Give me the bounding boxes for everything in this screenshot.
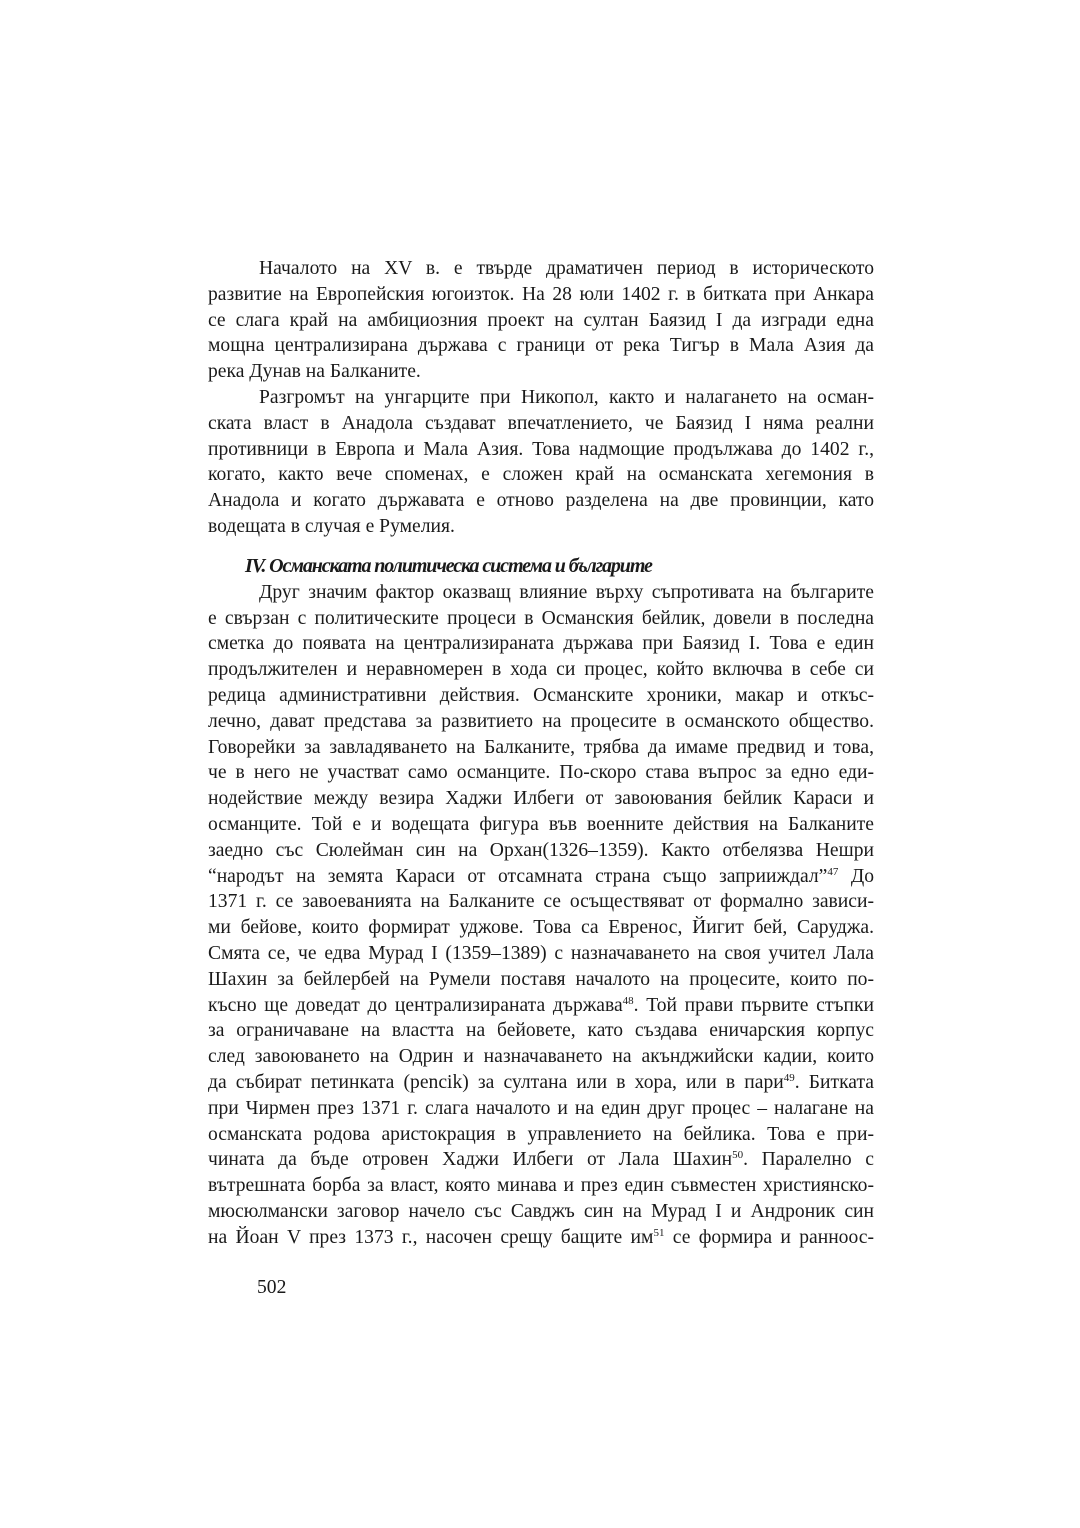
page-body: [208, 256, 874, 1250]
line-text: се формира и ранноос-: [664, 1226, 874, 1248]
line-text: да събират петинката (pencik) за султана или в хора, или в пари: [208, 1071, 784, 1093]
text-line: вътрешната борба за власт, която минава и през един съвместен християнско-: [208, 1175, 874, 1197]
text-line: Друг значим фактор оказващ влияние върху съпротивата на българите: [259, 581, 874, 603]
text-line: османската родова аристокрация в управлението на бейлика. Това е при-: [208, 1123, 874, 1145]
footnote-ref-50: 50: [732, 1149, 744, 1162]
text-line: мюсюлмански заговор начело със Савджъ син на Мурад I и Андроник син: [208, 1200, 874, 1222]
text-line: Говорейки за завладяването на Балканите, трябва да имаме предвид и това,: [208, 736, 874, 758]
text-line: [208, 1070, 874, 1096]
text-line: при Чирмен през 1371 г. слага началото и на един друг процес – налагане на: [208, 1097, 874, 1119]
line-text: . Той прави първите стъпки: [633, 994, 874, 1016]
line-text: . Паралелно с: [743, 1149, 874, 1171]
paragraph-1: [208, 256, 874, 385]
text-line: се слага край на амбициозния проект на султан Баязид I да изгради една: [208, 309, 874, 331]
text-line: след завоюването на Одрин и назначаването на акънджийски кадии, които: [208, 1046, 874, 1068]
text-line: река Дунав на Балканите.: [208, 361, 421, 383]
text-line: продължителен и неравномерен в хода си процес, който включва в себе си: [208, 659, 874, 681]
text-line: [208, 1225, 874, 1251]
text-line: редица административни действия. Османските хроники, макар и откъс-: [208, 684, 874, 706]
text-line: че в него не участват само османците. По-скоро става въпрос за едно еди-: [208, 762, 874, 784]
text-line: Шахин за бейлербей на Румели поставя началото на процесите, които по-: [208, 968, 874, 990]
footnote-ref-51: 51: [653, 1226, 665, 1239]
line-text: на Йоан V през 1373 г., насочен срещу бащите им: [208, 1226, 654, 1248]
text-line: 1371 г. се завоеванията на Балканите се осъществяват от формално зависи-: [208, 891, 874, 913]
footnote-ref-48: 48: [622, 994, 634, 1007]
text-line: ската власт в Анадола създават впечатлението, че Баязид I няма реални: [208, 412, 874, 434]
text-line: Началото на XV в. е твърде драматичен период в историческото: [259, 258, 874, 279]
line-text: “народът на земята Караси от отсамната страна също заприиждал”: [208, 865, 828, 887]
text-line: Анадола и когато държавата е отново разделена на две провинции, като: [208, 490, 874, 512]
text-line: мощна централизирана държава с граници от река Тигър в Мала Азия да: [208, 335, 874, 357]
page-number: 502: [257, 1277, 287, 1298]
text-line: [208, 1147, 874, 1173]
text-line: [208, 864, 874, 890]
line-text: До: [838, 865, 875, 887]
text-line: противници в Европа и Мала Азия. Това надмощие продължава до 1402 г.,: [208, 438, 874, 460]
text-line: османците. Той е и водещата фигура във военните действия на Балканите: [208, 813, 874, 835]
text-line: Разгромът на унгарците при Никопол, както и налагането на осман-: [259, 386, 874, 408]
line-text: чината да бъде отровен Хаджи Илбеги от Лала Шахин: [208, 1149, 733, 1171]
section-heading: IV. Османската политическа система и българите: [245, 554, 652, 577]
text-line: лечно, дават представа за развитието на процесите в османското общество.: [208, 710, 874, 732]
line-text: късно ще доведат до централизираната държава: [208, 994, 623, 1016]
text-line: Смята се, че едва Мурад I (1359–1389) с назначаването на своя учител Лала: [208, 942, 874, 964]
text-line: за ограничаване на властта на бейовете, като създава еничарския корпус: [208, 1020, 874, 1042]
text-line: заедно със Сюлейман син на Орхан(1326–1359). Както отбелязва Нешри: [208, 839, 874, 861]
text-line: [208, 993, 874, 1019]
text-line: нодействие между везира Хаджи Илбеги от завоювания бейлик Караси и: [208, 788, 874, 810]
text-line: сметка до появата на централизираната държава при Баязид I. Това е един: [208, 633, 874, 655]
line-text: . Битката: [794, 1071, 874, 1093]
text-line: е свързан с политическите процеси в Османския бейлик, довели в последна: [208, 607, 874, 629]
footnote-ref-47: 47: [827, 865, 839, 878]
text-line: водещата в случая е Румелия.: [208, 515, 455, 537]
text-line: когато, както вече споменах, е сложен край на османската хегемония в: [208, 464, 874, 486]
footnote-ref-49: 49: [783, 1071, 795, 1084]
paragraph-3: [208, 580, 874, 1251]
text-line: развитие на Европейския югоизток. На 28 юли 1402 г. в битката при Анкара: [208, 283, 874, 305]
paragraph-2: [208, 385, 874, 540]
spacer: [208, 540, 874, 552]
text-line: ми бейове, които формират уджове. Това са Евренос, Йигит бей, Саруджа.: [208, 917, 874, 939]
